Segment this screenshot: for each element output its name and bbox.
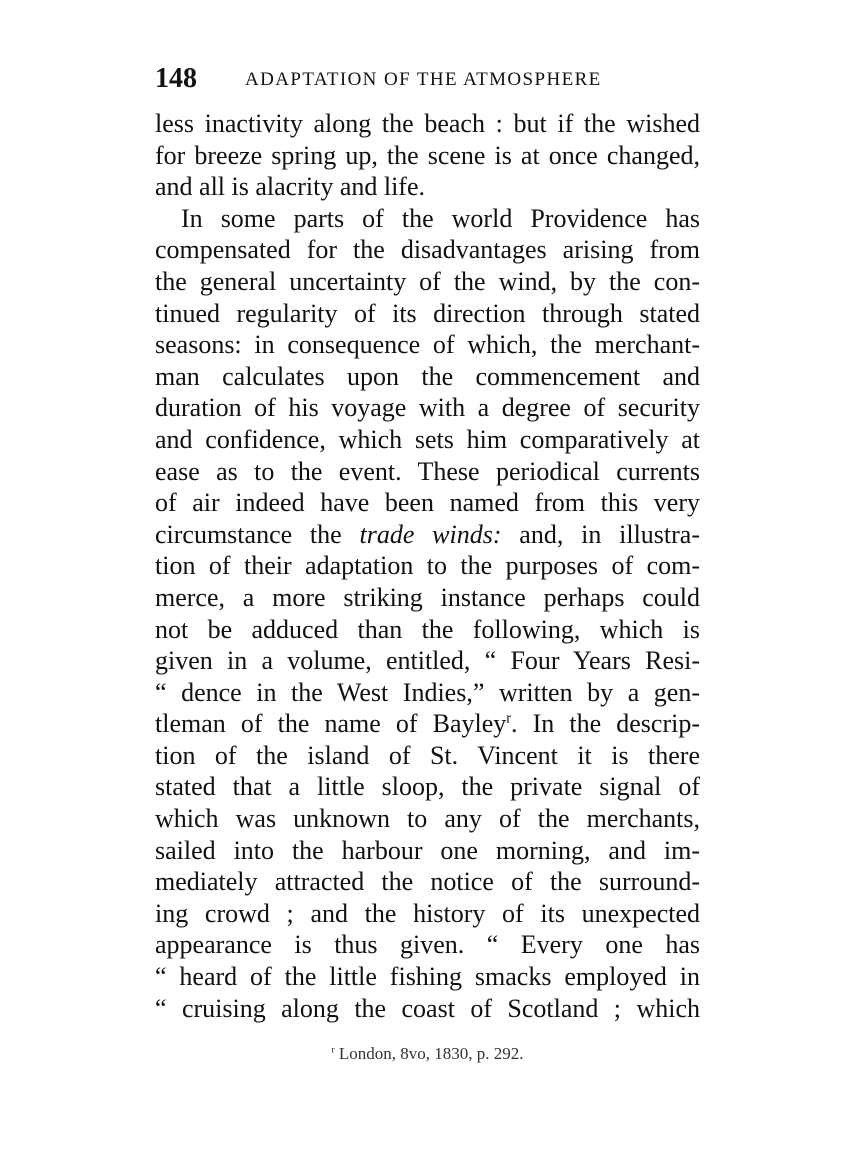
text-line: and confidence, which sets him comparatively at bbox=[155, 424, 700, 454]
text-line: of air indeed have been named from this very bbox=[155, 488, 700, 518]
page-number: 148 bbox=[155, 63, 197, 94]
text-segment: circumstance the bbox=[155, 519, 360, 549]
text-line: tion of the island of St. Vincent it is there bbox=[155, 740, 700, 770]
text-line: “ dence in the West Indies,” written by a gen- bbox=[155, 677, 700, 707]
text-line: tinued regularity of its direction through stated bbox=[155, 298, 700, 328]
text-line: not be adduced than the following, which is bbox=[155, 614, 700, 644]
text-line: the general uncertainty of the wind, by the con- bbox=[155, 266, 700, 296]
text-line: tion of their adaptation to the purposes of com- bbox=[155, 551, 700, 581]
text-segment: and, in illustra- bbox=[501, 519, 700, 549]
text-line bbox=[155, 519, 700, 551]
text-line: sailed into the harbour one morning, and im- bbox=[155, 835, 700, 865]
text-line: ease as to the event. These periodical currents bbox=[155, 456, 700, 486]
page-header bbox=[155, 62, 700, 96]
text-line: In some parts of the world Providence has bbox=[181, 203, 700, 233]
footnote-marker: r bbox=[331, 1045, 335, 1056]
footnote-marker: r bbox=[506, 710, 512, 727]
text-line: stated that a little sloop, the private signal of bbox=[155, 772, 700, 802]
footnote bbox=[155, 1043, 700, 1065]
text-line: for breeze spring up, the scene is at once changed, bbox=[155, 140, 700, 170]
text-segment: . In the descrip- bbox=[511, 709, 700, 739]
footnote-text: London, 8vo, 1830, p. 292. bbox=[334, 1044, 524, 1063]
text-line: “ heard of the little fishing smacks employed in bbox=[155, 962, 700, 992]
text-line: duration of his voyage with a degree of security bbox=[155, 393, 700, 423]
text-line: seasons: in consequence of which, the merchant- bbox=[155, 330, 700, 360]
text-segment: tleman of the name of Bayley bbox=[155, 709, 507, 739]
text-line: merce, a more striking instance perhaps could bbox=[155, 582, 700, 612]
text-line: which was unknown to any of the merchants, bbox=[155, 804, 700, 834]
text-line: less inactivity along the beach : but if the wished bbox=[155, 109, 700, 138]
italic-term: trade winds: bbox=[359, 519, 502, 549]
text-line: ing crowd ; and the history of its unexpected bbox=[155, 898, 700, 928]
text-line: man calculates upon the commencement and bbox=[155, 361, 700, 391]
body-text bbox=[155, 108, 700, 1024]
text-line: and all is alacrity and life. bbox=[155, 172, 426, 202]
text-line bbox=[155, 708, 700, 740]
text-line: compensated for the disadvantages arising from bbox=[155, 235, 700, 265]
text-line: “ cruising along the coast of Scotland ; which bbox=[155, 993, 700, 1023]
text-line: given in a volume, entitled, “ Four Years Resi- bbox=[155, 646, 700, 676]
text-line: mediately attracted the notice of the surround- bbox=[155, 867, 700, 897]
text-line: appearance is thus given. “ Every one has bbox=[155, 930, 700, 960]
running-head: ADAPTATION OF THE ATMOSPHERE bbox=[245, 69, 602, 90]
